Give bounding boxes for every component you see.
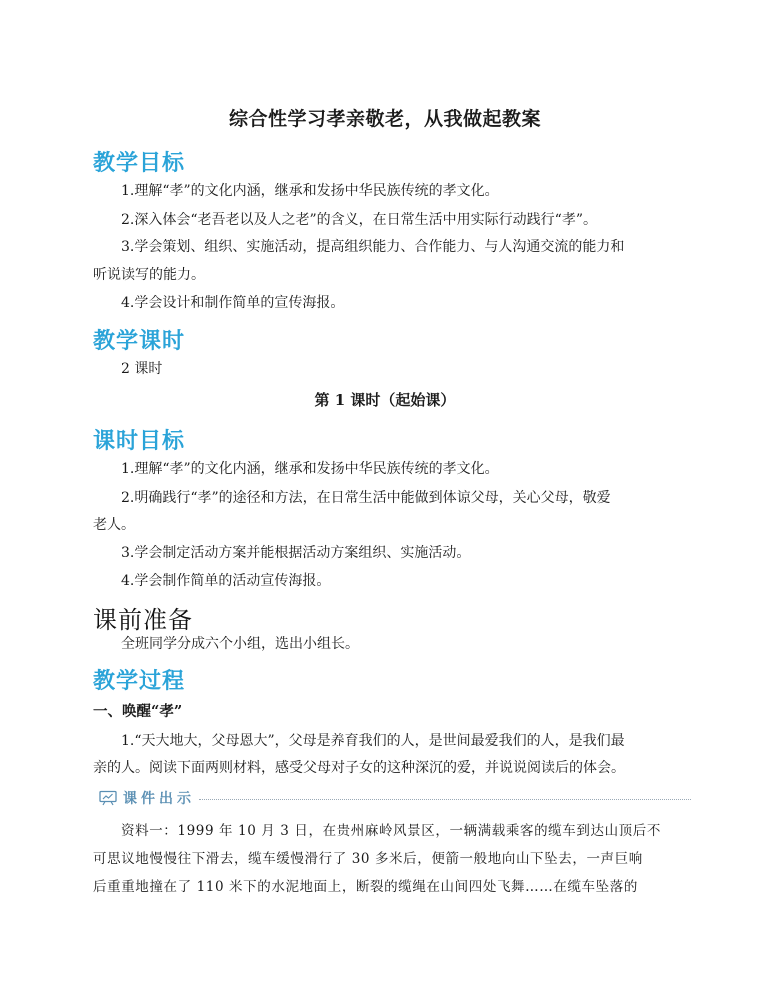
presentation-board-icon <box>99 790 117 806</box>
goal-line: 3.学会策划、组织、实施活动，提高组织能力、合作能力、与人沟通交流的能力和 <box>121 239 625 255</box>
prep-text: 全班同学分成六个小组，选出小组长。 <box>121 636 359 652</box>
lesson-goal-line: 4.学会制作简单的活动宣传海报。 <box>121 573 331 589</box>
goal-line: 4.学会设计和制作简单的宣传海报。 <box>121 295 345 311</box>
dotted-divider <box>199 799 691 800</box>
section-heading-goals: 教学目标 <box>93 151 186 176</box>
goal-line: 听说读写的能力。 <box>93 267 205 283</box>
process-subheading: 一、唤醒“孝” <box>93 703 183 720</box>
lesson-goal-line: 1.理解“孝”的文化内涵，继承和发扬中华民族传统的孝文化。 <box>121 461 499 477</box>
section-heading-hours: 教学课时 <box>93 329 186 354</box>
process-paragraph-line: 1.“天大地大，父母恩大”，父母是养育我们的人，是世间最爱我们的人，是我们最 <box>121 733 625 749</box>
hours-value: 2 课时 <box>121 361 163 377</box>
goal-line: 1.理解“孝”的文化内涵，继承和发扬中华民族传统的孝文化。 <box>121 183 499 199</box>
lesson-goal-line: 3.学会制定活动方案并能根据活动方案组织、实施活动。 <box>121 545 471 561</box>
lesson-goal-line: 老人。 <box>93 517 135 533</box>
process-paragraph-line: 亲的人。阅读下面两则材料，感受父母对子女的这种深沉的爱，并说说阅读后的体会。 <box>93 760 625 776</box>
section-heading-lesson-goals: 课时目标 <box>93 429 186 454</box>
document-title: 综合性学习孝亲敬老，从我做起教案 <box>228 108 541 130</box>
lesson-goal-line: 2.明确践行“孝”的途径和方法，在日常生活中能做到体谅父母，关心父母，敬爱 <box>121 490 611 506</box>
section-heading-process: 教学过程 <box>93 669 186 694</box>
material-line: 后重重地撞在了 110 米下的水泥地面上，断裂的缆绳在山间四处飞舞……在缆车坠落的 <box>93 879 638 895</box>
material-line: 资料一：1999 年 10 月 3 日，在贵州麻岭风景区，一辆满载乘客的缆车到达山顶后不 <box>121 823 661 839</box>
section-heading-prep: 课前准备 <box>93 606 193 634</box>
lesson-heading: 第 1 课时（起始课） <box>314 391 456 409</box>
material-line: 可思议地慢慢往下滑去，缆车缓慢滑行了 30 多米后，便箭一般地向山下坠去，一声巨响 <box>93 851 643 867</box>
courseware-label: 课件出示 <box>123 791 195 807</box>
goal-line: 2.深入体会“老吾老以及人之老”的含义，在日常生活中用实际行动践行“孝”。 <box>121 212 597 228</box>
courseware-banner <box>99 786 691 810</box>
